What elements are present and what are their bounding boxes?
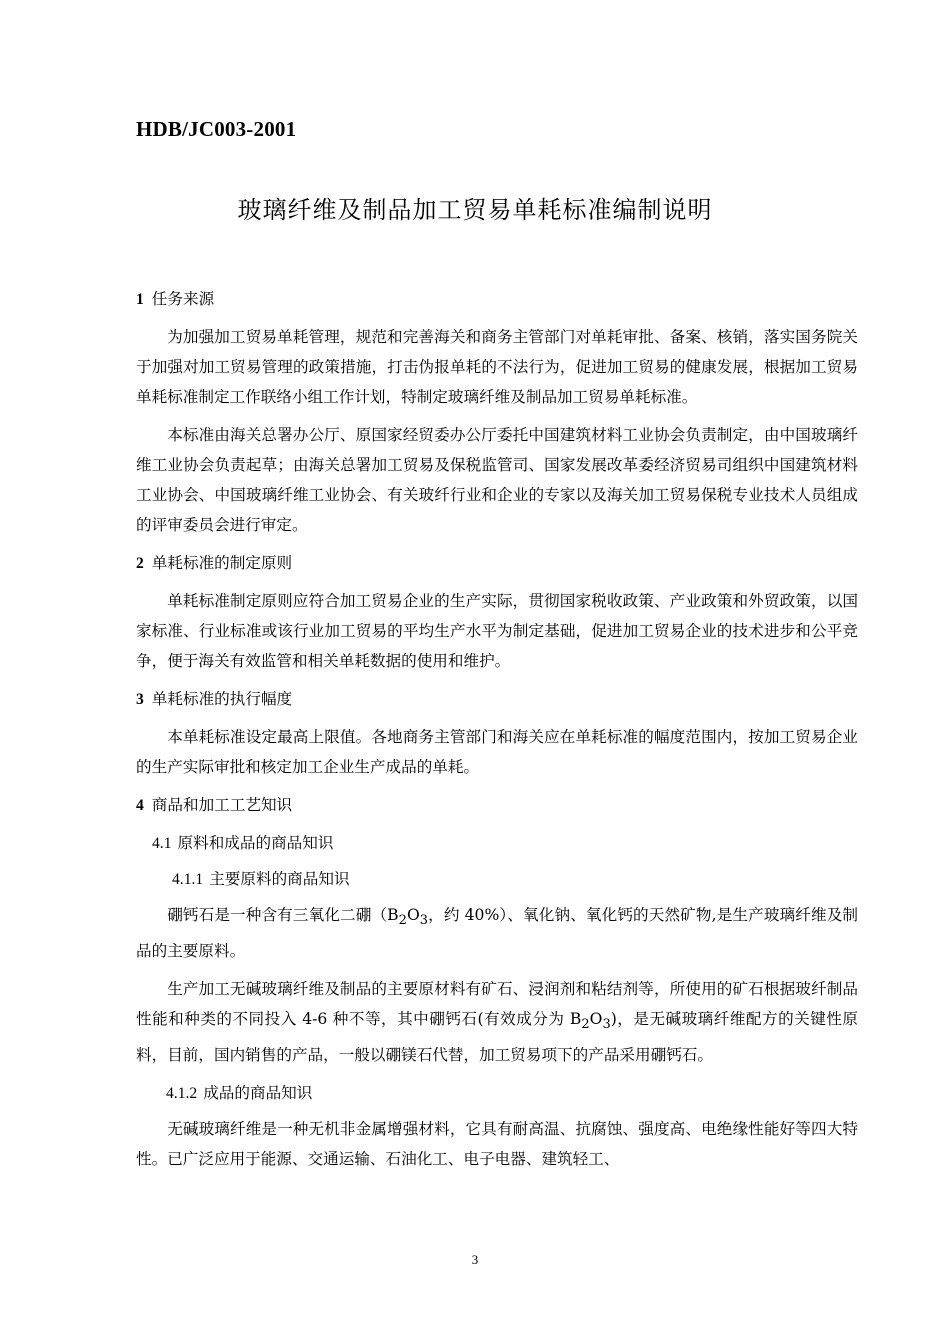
section-number: 4	[136, 797, 144, 814]
subsection-4-1-2-heading	[136, 1078, 858, 1108]
text-run: O	[589, 1010, 603, 1029]
subscript: 2	[581, 1017, 590, 1033]
subsection-title: 原料和成品的商品知识	[177, 834, 334, 852]
section-1-paragraph-2: 本标准由海关总署办公厅、原国家经贸委办公厅委托中国建筑材料工业协会负责制定，由中国玻璃纤维工业协会负责起草；由海关总署加工贸易及保税监管司、国家发展改革委经济贸易司组织中国建筑材料工业协会、中国玻璃纤维工业协会、有关玻纤行业和企业的专家以及海关加工贸易保税专业技术人员组成的评审委员会进行审定。	[136, 426, 858, 534]
subsection-title: 成品的商品知识	[203, 1084, 313, 1103]
section-1-paragraph-1: 为加强加工贸易单耗管理，规范和完善海关和商务主管部门对单耗审批、备案、核销，落实国务院关于加强对加工贸易管理的政策措施，打击伪报单耗的不法行为，促进加工贸易的健康发展，根据加工贸易单耗标准制定工作联络小组工作计划，特制定玻璃纤维及制品加工贸易单耗标准。	[136, 328, 858, 406]
section-3-paragraph-1: 本单耗标准设定最高上限值。各地商务主管部门和海关应在单耗标准的幅度范围内，按加工贸易企业的生产实际审批和核定加工企业生产成品的单耗。	[136, 728, 858, 776]
section-title: 单耗标准的执行幅度	[151, 690, 293, 708]
subsection-number: 4.1	[152, 835, 172, 852]
document-code: HDB/JC003-2001	[136, 117, 297, 141]
document-body	[136, 284, 858, 1182]
subsection-4-1-2-paragraph-1: 无碱玻璃纤维是一种无机非金属增强材料，它具有耐高温、抗腐蚀、强度高、电绝缘性能好等四大特性。已广泛应用于能源、交通运输、石油化工、电子电器、建筑轻工、	[136, 1120, 858, 1169]
document-title: 玻璃纤维及制品加工贸易单耗标准编制说明	[237, 196, 713, 224]
section-2-paragraph-1: 单耗标准制定原则应符合加工贸易企业的生产实际，贯彻国家税收政策、产业政策和外贸政策，以国家标准、行业标准或该行业加工贸易的平均生产水平为制定基础，促进加工贸易企业的技术进步和公平竞争，便于海关有效监管和相关单耗数据的使用和维护。	[136, 592, 858, 670]
text-run: )，是无碱玻璃纤维配方的关键性原料，目前，国内销售的产品，一般以硼镁石代替，加工贸易项下的产品采用硼钙石。	[136, 1010, 858, 1065]
subsection-4-1-1-paragraph-1	[136, 900, 858, 966]
page-number: 3	[471, 1252, 479, 1267]
subsection-4-1-heading	[136, 828, 858, 858]
section-4-heading	[136, 790, 858, 820]
section-number: 3	[136, 691, 144, 708]
subscript: 2	[398, 913, 407, 929]
text-run: O	[406, 906, 420, 924]
section-number: 2	[136, 555, 144, 572]
text-run: 硼钙石是一种含有三氧化二硼（B	[167, 906, 399, 924]
text-run: ，约 40%）、氧化钠、氧化钙的天然矿物,是生产玻璃纤维及制品的主要原料。	[136, 906, 858, 961]
subsection-4-1-1-paragraph-2	[136, 974, 858, 1070]
section-title: 单耗标准的制定原则	[151, 554, 293, 572]
subsection-title: 主要原料的商品知识	[209, 870, 350, 888]
section-3-heading	[136, 684, 858, 714]
section-2-heading	[136, 548, 858, 578]
subsection-number: 4.1.2	[166, 1085, 198, 1103]
subsection-number: 4.1.1	[172, 871, 204, 888]
section-title: 商品和加工工艺知识	[151, 796, 293, 814]
section-1-heading	[136, 284, 858, 314]
section-number: 1	[136, 291, 144, 308]
subscript: 3	[419, 913, 429, 929]
text-run: 生产加工无碱玻璃纤维及制品的主要原材料有矿石、浸润剂和粘结剂等，所使用的矿石根据玻纤制品性能和种类的不同投入 4-6 种不等，其中硼钙石(有效成分为 B	[136, 980, 858, 1029]
section-title: 任务来源	[151, 290, 215, 308]
subsection-4-1-1-heading	[136, 864, 858, 894]
subscript: 3	[602, 1017, 611, 1033]
